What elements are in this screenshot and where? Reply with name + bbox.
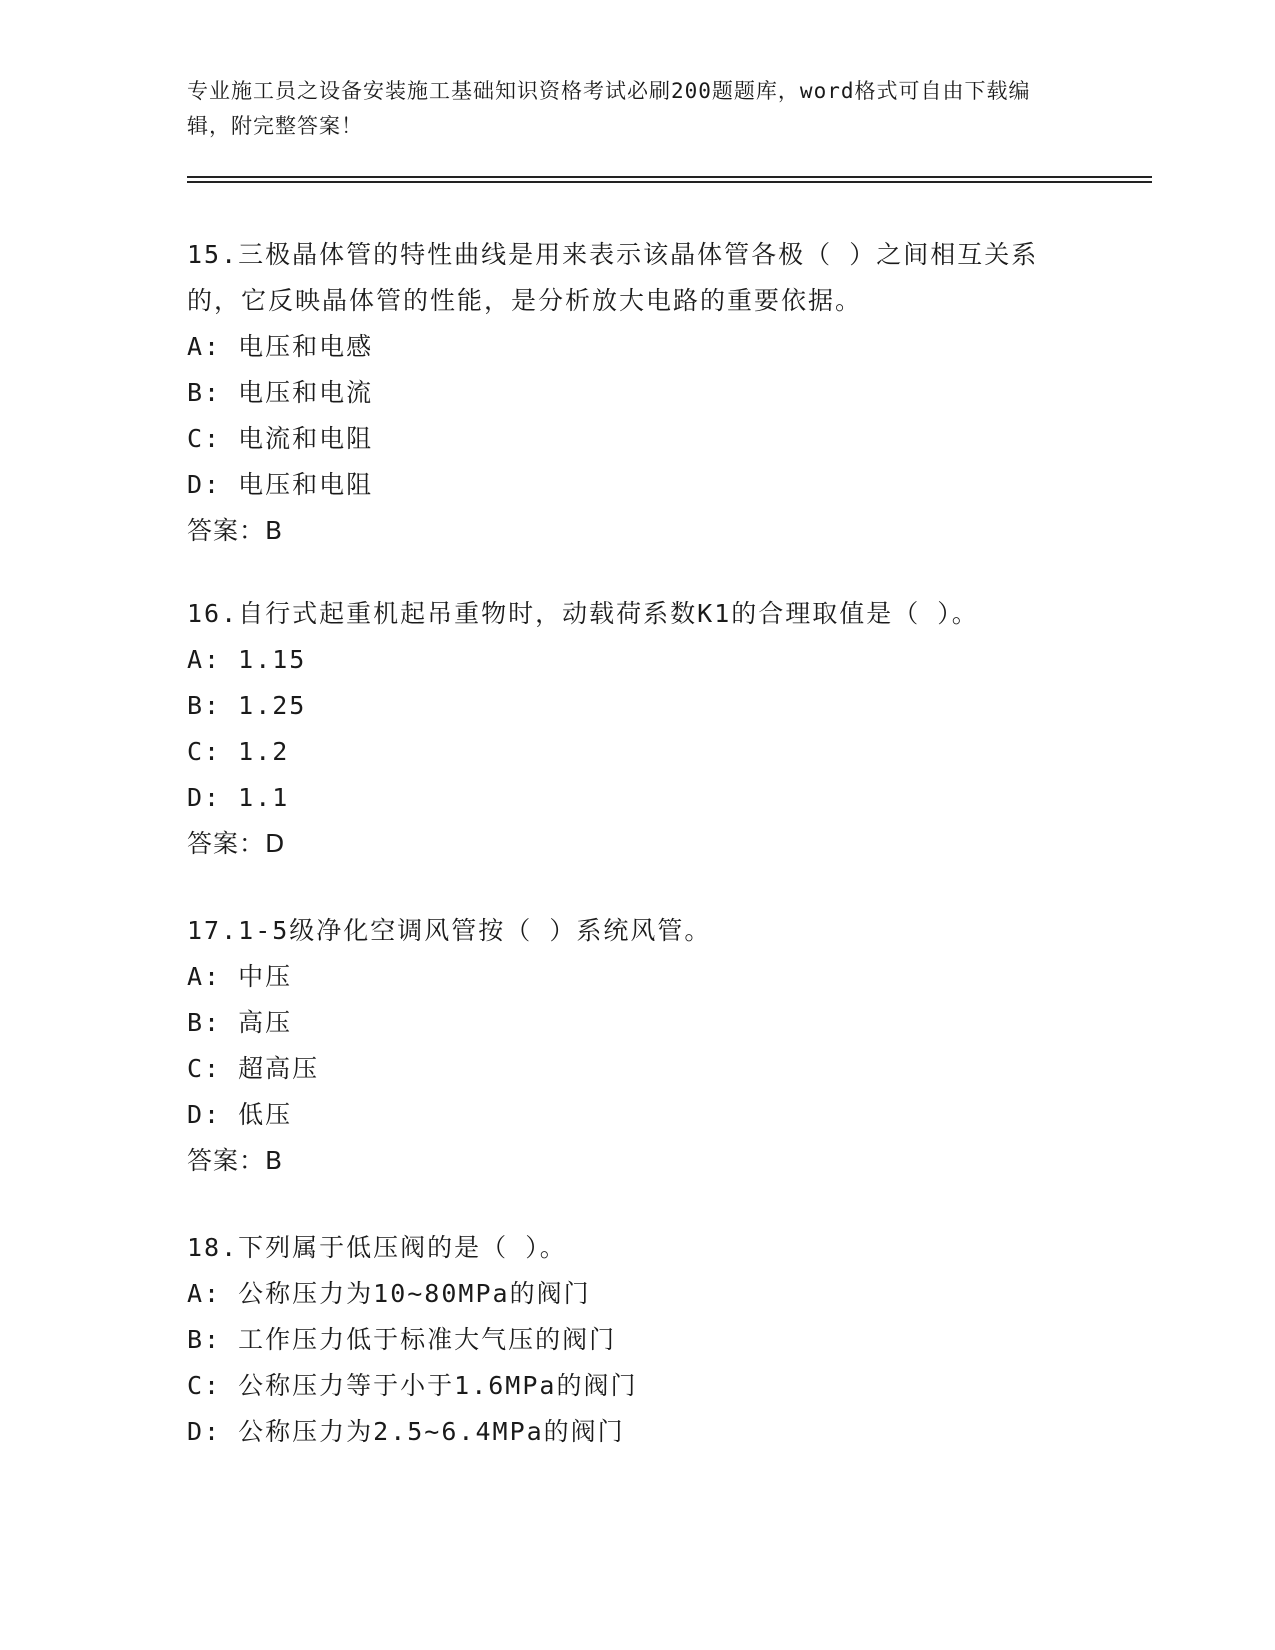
document-header: 专业施工员之设备安装施工基础知识资格考试必刷200题题库，word格式可自由下载编辑，附完整答案！ [187,79,1031,138]
question-stem: 17.1-5级净化空调风管按（ ）系统风管。 [187,916,712,945]
option-b: B: 电压和电流 [187,378,374,407]
answer: 答案：B [187,1146,284,1175]
option-d: D: 公称压力为2.5~6.4MPa的阀门 [187,1417,625,1446]
answer: 答案：D [187,829,286,858]
answer: 答案：B [187,516,284,545]
header-divider-bottom [187,181,1152,183]
option-c: C: 超高压 [187,1054,320,1083]
option-d: D: 1.1 [187,783,290,812]
option-b: B: 高压 [187,1008,293,1037]
header-divider-top [187,176,1152,178]
question-16 [187,591,1067,867]
option-a: A: 公称压力为10~80MPa的阀门 [187,1279,591,1308]
question-stem: 18.下列属于低压阀的是（ ）。 [187,1233,567,1262]
question-17 [187,908,1067,1184]
question-18 [187,1225,1067,1455]
option-a: A: 1.15 [187,645,307,674]
question-stem: 16.自行式起重机起吊重物时，动载荷系数K1的合理取值是（ ）。 [187,599,979,628]
option-c: C: 1.2 [187,737,290,766]
option-d: D: 低压 [187,1100,293,1129]
option-a: A: 电压和电感 [187,332,374,361]
option-b: B: 工作压力低于标准大气压的阀门 [187,1325,617,1354]
option-a: A: 中压 [187,962,293,991]
option-c: C: 电流和电阻 [187,424,374,453]
option-b: B: 1.25 [187,691,307,720]
option-d: D: 电压和电阻 [187,470,374,499]
question-15 [187,232,1067,554]
option-c: C: 公称压力等于小于1.6MPa的阀门 [187,1371,638,1400]
question-stem: 15.三极晶体管的特性曲线是用来表示该晶体管各极（ ）之间相互关系的，它反映晶体管的性能，是分析放大电路的重要依据。 [187,240,1039,315]
